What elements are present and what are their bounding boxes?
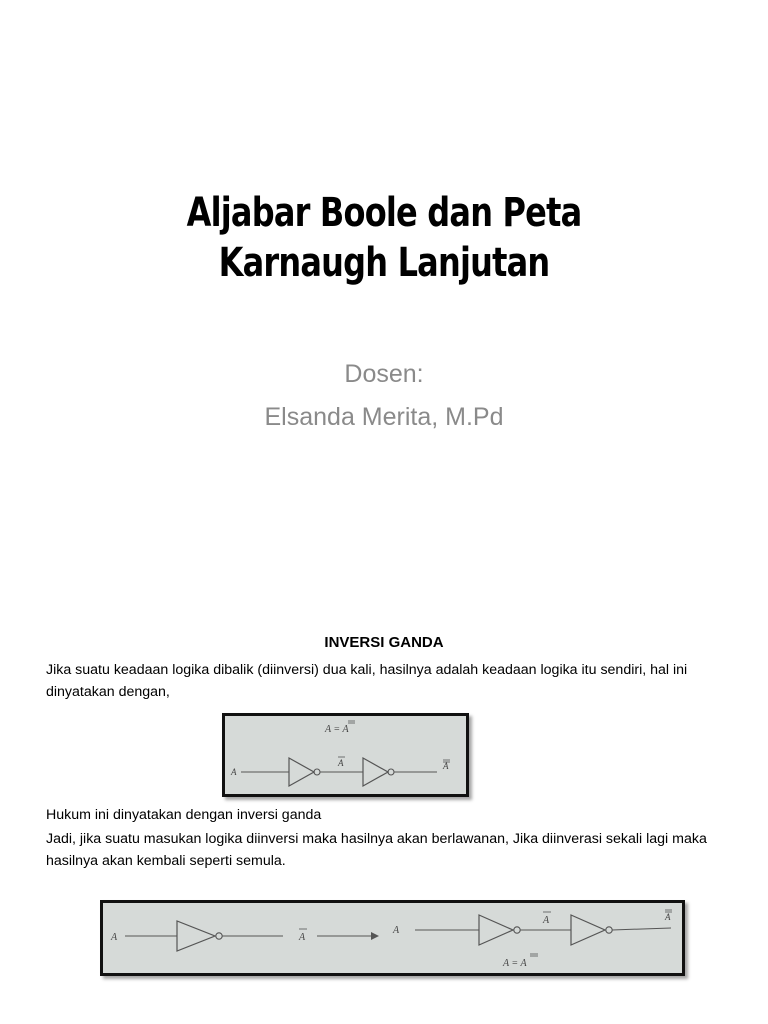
lecturer-label: Dosen: [344, 360, 424, 388]
fig2-input2-label: A [393, 925, 400, 936]
fig1-mid-label: A [338, 758, 344, 768]
lecturer-name: Elsanda Merita, M.Pd [264, 403, 504, 431]
fig1-inverter-2 [363, 758, 388, 786]
fig1-inverter-1 [289, 758, 314, 786]
fig2-inverter-3-bubble [606, 927, 612, 933]
fig2-mid-label: A [543, 915, 550, 926]
fig1-output-label: A [443, 761, 449, 771]
double-inversion-figure-2 [100, 900, 685, 976]
section-heading: INVERSI GANDA [324, 634, 444, 651]
double-inverter-diagram-1 [225, 716, 466, 794]
slide-title-line-1: Aljabar Boole dan Peta [186, 190, 582, 236]
fig2-arrow-head [371, 932, 379, 940]
fig2-output-wire-2 [612, 928, 671, 930]
slide-title-line-2: Karnaugh Lanjutan [218, 240, 550, 286]
fig2-inverter-2-bubble [514, 927, 520, 933]
paragraph-2: Hukum ini dinyatakan dengan inversi ganda [46, 807, 322, 823]
fig2-input-label: A [111, 932, 118, 943]
fig2-inverter-1 [177, 921, 215, 951]
double-inversion-figure-1 [222, 713, 469, 797]
fig2-inverter-2 [479, 915, 513, 945]
slide-title [77, 188, 691, 288]
fig2-inverter-1-bubble [216, 933, 222, 939]
paragraph-1: Jika suatu keadaan logika dibalik (diinversi) dua kali, hasilnya adalah keadaan logika itu sendiri, hal ini dinyatakan dengan, [46, 662, 688, 700]
fig1-equation: A = A [325, 724, 349, 735]
double-inverter-diagram-2 [103, 903, 682, 973]
paragraph-3: Jadi, jika suatu masukan logika diinversi maka hasilnya akan berlawanan, Jika diinverasi sekali lagi maka hasilnya akan kembali seperti semula. [46, 831, 707, 869]
fig2-equation: A = A [503, 958, 527, 969]
fig2-inverted-label: A [299, 932, 306, 943]
fig2-inverter-3 [571, 915, 605, 945]
fig2-output-label: A [665, 912, 671, 922]
fig1-input-label: A [231, 767, 237, 777]
